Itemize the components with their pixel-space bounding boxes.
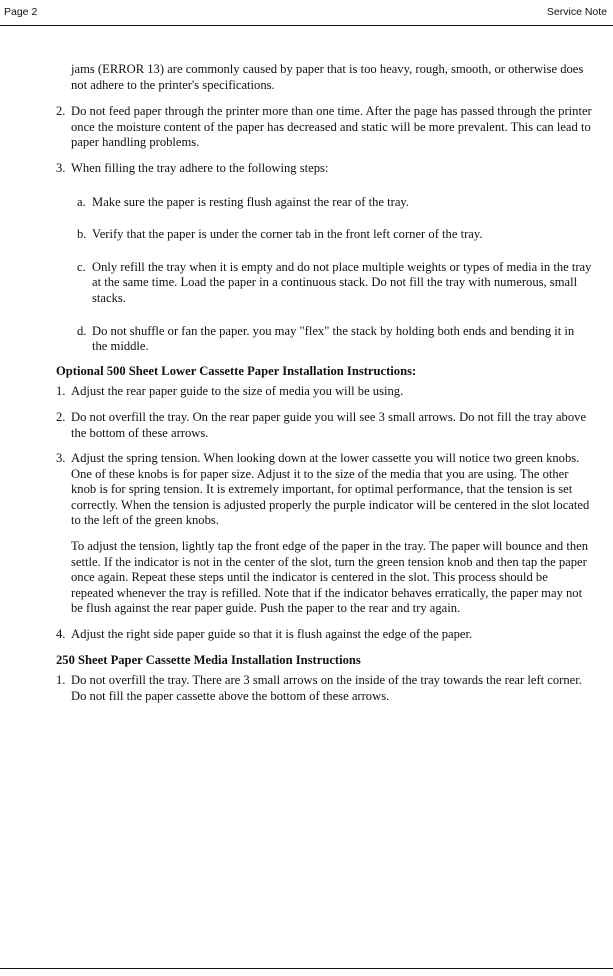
sub-step <box>56 227 592 243</box>
list-text: Do not feed paper through the printer more than one time. After the page has passed through the printer once the moisture content of the paper has decreased and static will be more prevalent. This can lead to paper handling problems. <box>71 104 592 150</box>
list-number: 1. <box>56 384 66 399</box>
sub-step-letter: b. <box>77 227 87 242</box>
list-text: Adjust the rear paper guide to the size of media you will be using. <box>71 384 404 399</box>
section-heading-250-sheet: 250 Sheet Paper Cassette Media Installation Instructions <box>56 652 361 667</box>
sub-step-text: Do not shuffle or fan the paper. you may "flex" the stack by holding both ends and bending it in the middle. <box>92 323 575 354</box>
list-text: Adjust the right side paper guide so that it is flush against the edge of the paper. <box>71 627 473 642</box>
sub-step <box>56 324 592 355</box>
list-number: 4. <box>56 627 66 642</box>
list-text: Adjust the spring tension. When looking down at the lower cassette you will notice two green knobs. One of these knobs is for paper size. Adjust it to the size of the media that you are using. The other knob is for spring tension. It is extremely important, for optimal performance, that the tension is set correctly. When the tension is adjusted properly the purple indicator will be centered in the slot located to the left of the green knobs. <box>71 451 590 528</box>
list-item <box>56 104 592 151</box>
section-heading-500-sheet: Optional 500 Sheet Lower Cassette Paper Installation Instructions: <box>56 363 417 378</box>
list-text: When filling the tray adhere to the following steps: <box>71 160 329 175</box>
header-divider <box>0 25 613 26</box>
list-item <box>56 410 592 441</box>
sub-step-letter: c. <box>77 259 86 274</box>
list-item <box>56 161 592 177</box>
list-text: Do not overfill the tray. There are 3 small arrows on the inside of the tray towards the rear left corner. Do not fill the paper cassette above the bottom of these arrows. <box>71 673 582 703</box>
tension-paragraph: To adjust the tension, lightly tap the front edge of the paper in the tray. The paper will bounce and then settle. If the indicator is not in the center of the slot, turn the green tension knob and then tap the paper once again. Repeat these steps until the indicator is centered in the slot. This process should be repeated whenever the tray is refilled. Note that if the indicator behaves erratically, the paper may not be flush against the rear paper guide. Push the paper to the rear and try again. <box>71 539 589 616</box>
list-text: Do not overfill the tray. On the rear paper guide you will see 3 small arrows. Do not fill the tray above the bottom of these arrows. <box>71 409 587 440</box>
list-item <box>56 451 592 529</box>
continuation-paragraph: jams (ERROR 13) are commonly caused by paper that is too heavy, rough, smooth, or otherwise does not adhere to the printer's specifications. <box>71 62 584 92</box>
list-number: 1. <box>56 673 66 688</box>
list-item <box>56 384 592 400</box>
list-item <box>56 627 592 643</box>
list-item <box>56 673 592 704</box>
sub-step-text: Verify that the paper is under the corner tab in the front left corner of the tray. <box>92 227 483 242</box>
list-number: 2. <box>56 104 66 119</box>
document-type: Service Note <box>546 6 607 18</box>
footer-divider <box>0 968 613 969</box>
page-number: Page 2 <box>4 6 38 18</box>
sub-step-letter: a. <box>77 194 86 209</box>
list-number: 2. <box>56 409 66 424</box>
document-body <box>56 62 592 704</box>
sub-step <box>56 195 592 211</box>
sub-step-text: Only refill the tray when it is empty and do not place multiple weights or types of media in the tray at the same time. Load the paper in a continuous stack. Do not fill the tray with numerous, small stacks. <box>92 259 592 305</box>
sub-step-text: Make sure the paper is resting flush against the rear of the tray. <box>92 194 410 209</box>
sub-step-letter: d. <box>77 323 87 338</box>
list-number: 3. <box>56 160 66 175</box>
list-number: 3. <box>56 451 66 466</box>
sub-step <box>56 260 592 307</box>
